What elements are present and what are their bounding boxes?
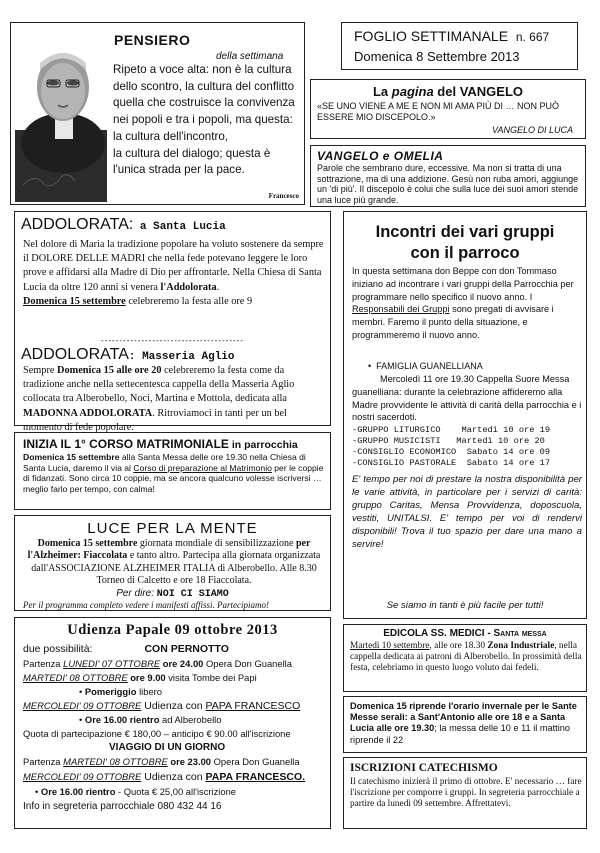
- udienza-line: [23, 658, 292, 669]
- pensiero-text: [113, 62, 301, 179]
- udienza-line: Quota di partecipazione € 180,00 – anticipo € 90.00 all'iscrizione: [23, 728, 291, 739]
- luce-per-la-mente-box: [14, 515, 331, 611]
- addolorata-heading-2-text: ADDOLORATA: [21, 346, 129, 363]
- udienza-text: CON PERNOTTO: [144, 643, 229, 655]
- udienza-text: MERCOLEDI' 09 OTTOBRE: [23, 700, 142, 711]
- pensiero-line: quella che costruisce la convivenza: [113, 96, 295, 110]
- edicola-text-2: , nella cappella dedicata ai patroni di Alberobello. In prossimità della festa, celebriamo in questo luogo voluto dai fedeli.: [350, 641, 582, 674]
- udienza-line: [79, 686, 162, 697]
- edicola-title-text: EDICOLA SS. MEDICI: [383, 628, 485, 639]
- addolorata-p2-bold: Domenica 15 alle ore 20: [57, 365, 162, 376]
- corso-title: [23, 437, 298, 451]
- addolorata-heading-2: [21, 346, 235, 364]
- udienza-text: visita Tombe dei Papi: [165, 672, 257, 683]
- udienza-text: Ore 16.00 rientro: [38, 786, 116, 797]
- vangelo-title-em: pagina: [391, 84, 434, 99]
- incontri-title-line-2: con il parroco: [410, 244, 520, 262]
- group-row: -GRUPPO MUSICISTI Martedì 10 ore 20: [352, 436, 545, 446]
- edicola-bold: Zona Industriale: [487, 641, 555, 651]
- udienza-text: ore 24.00: [160, 658, 204, 669]
- foglio-date: Domenica 8 Settembre 2013: [354, 49, 520, 64]
- udienza-text: Opera Don Guanella: [211, 756, 300, 767]
- edicola-title: [344, 628, 586, 639]
- pensiero-subtitle: della settimana: [216, 51, 284, 62]
- pensiero-line: la cultura del dialogo; questa è: [113, 146, 271, 160]
- udienza-bullet: •: [79, 714, 83, 725]
- udienza-line: [35, 786, 236, 797]
- portrait-photo: [13, 25, 109, 202]
- addolorata-heading-1-place: a Santa Lucia: [133, 221, 226, 233]
- incontri-intro-1: In questa settimana don Beppe con don Tommaso iniziano ad incontrare i vari gruppi della Parrocchia per programmare nello specifico il nuovo anno. I: [352, 266, 574, 302]
- addolorata-p2-pre: Sempre: [23, 365, 58, 376]
- addolorata-box: [14, 211, 331, 433]
- group-row: -GRUPPO LITURGICO Martedì 10 ore 19: [352, 425, 551, 435]
- corso-text-1: alla Santa Messa delle ore 19.30 nella Chiesa di Santa Lucia, daremo il via al: [23, 452, 306, 473]
- luce-text-2: e tanto altro. Partecipa alla giornata organizzata dall'ASSOCIAZIONE ALZHEIMER ITALIA di Alberobello. Alle 8.30 Torneo di Calcetto e ore 18 Fiaccolata.: [31, 550, 321, 587]
- orario-invernale-box: [343, 696, 587, 753]
- pensiero-author: Francesco: [268, 192, 299, 200]
- udienza-text: Udienza con: [141, 771, 206, 783]
- udienza-text: MARTEDI' 08 OTTOBRE: [23, 672, 128, 683]
- udienza-text: ore 23.00: [167, 756, 211, 767]
- omelia-title: VANGELO e OMELIA: [317, 149, 444, 163]
- omelia-box: [310, 145, 586, 207]
- addolorata-p1-bold: l'Addolorata: [160, 281, 217, 293]
- addolorata-heading-2-place: : Masseria Aglio: [128, 351, 235, 363]
- udienza-text: Opera Don Guanella: [203, 658, 292, 669]
- udienza-text: LUNEDI' 07 OTTOBRE: [63, 658, 161, 669]
- luce-bold: per l'Alzheimer: Fiaccolata: [27, 538, 311, 562]
- udienza-title: Udienza Papale 09 ottobre 2013: [67, 622, 278, 638]
- udienza-text: Partenza: [23, 658, 64, 669]
- udienza-bullet: •: [35, 786, 39, 797]
- incontri-groups: [352, 425, 587, 469]
- corso-text-2: per le coppie di fidanzati. Sono circa 10 coppie, ma se ancora qualcuno volesse iscriversi … meglio farlo per tempo, con calma!: [23, 462, 324, 495]
- udienza-text: Pomeriggio: [82, 686, 137, 697]
- incontri-title: [344, 222, 586, 264]
- udienza-text: ad Alberobello: [159, 714, 222, 725]
- addolorata-p1-date-rest: celebreremo la festa alle ore 9: [125, 295, 253, 307]
- udienza-text: - Quota € 25,00 all'iscrizione: [115, 786, 237, 797]
- udienza-text: due possibilità:: [23, 643, 93, 655]
- luce-note: Per il programma completo vedere i manifesti affissi. Partecipiamo!: [23, 600, 270, 610]
- udienza-bullet: •: [79, 686, 83, 697]
- addolorata-p2-mid: celebreremo la festa come da tradizione anche nella settecentesca cappella della Masseria Aglio collocata tra Alberobello, Noci, Martina e Mottola, dedicata alla: [23, 365, 295, 405]
- luce-text-1: giornata mondiale di sensibilizzazione: [137, 538, 296, 549]
- udienza-line: Info in segreteria parrocchiale 080 432 44 16: [23, 801, 222, 812]
- pensiero-line: Ripeto a voce alta: non è la cultura: [113, 63, 292, 76]
- group-row: -CONSIGLIO PASTORALE Sabato 14 ore 17: [352, 458, 551, 468]
- udienza-line: [23, 756, 300, 767]
- pensiero-line: l'unica strada per la pace.: [113, 163, 245, 177]
- pensiero-title: PENSIERO: [114, 32, 191, 48]
- addolorata-p1-date: Domenica 15 settembre: [23, 295, 126, 307]
- corso-title-text: INIZIA IL 1° CORSO MATRIMONIALE: [23, 437, 229, 451]
- pensiero-line: nei popoli e tra i popoli, ma questa:: [113, 113, 293, 127]
- incontri-title-line-1: Incontri dei vari gruppi: [375, 223, 555, 241]
- addolorata-paragraph-1: [23, 238, 327, 309]
- udienza-line: [23, 643, 229, 655]
- corso-text: [23, 452, 327, 495]
- edicola-title-sub: - Santa messa: [484, 628, 547, 639]
- luce-per-dire-value: NOI CI SIAMO: [156, 589, 229, 600]
- udienza-line: VIAGGIO DI UN GIORNO: [109, 742, 226, 753]
- orario-end: ; la messa delle 10 e 11 il mattino riprende il 22: [350, 723, 570, 745]
- vangelo-box: [310, 79, 586, 139]
- omelia-text: Parole che sembrano dure, eccessive. Ma non si tratta di una sottrazione, ma di una addizione. Gesù non ruba amori, aggiunge un 'di più'. Il discepolo è colui che sulla luce dei suoi amori stende una luce più grande.: [317, 163, 579, 205]
- corso-matrimoniale-box: [14, 432, 331, 510]
- udienza-text: Udienza con: [141, 700, 206, 712]
- addolorata-p1-text: Nel dolore di Maria la tradizione popolare ha voluto sostenere da sempre il DOLORE DELLE MADRI che nella fede potevano leggere le loro prove e affidarsi alla Madre di Dio per affrontarle. Nella Chiesa di Santa Lucia da oltre 120 anni si venera: [23, 239, 324, 293]
- incontri-final: Se siamo in tanti è più facile per tutti!: [386, 600, 544, 611]
- foglio-header: [341, 22, 578, 70]
- udienza-text: ore 9.00: [127, 672, 166, 683]
- luce-per-dire-label: Per dire:: [116, 588, 157, 599]
- udienza-line: [23, 771, 305, 783]
- corso-title-small: in parrocchia: [228, 439, 298, 451]
- addolorata-heading-1-text: ADDOLORATA:: [21, 216, 134, 233]
- luce-date: Domenica 15 settembre: [37, 538, 138, 549]
- incontri-bullet-text: FAMIGLIA GUANELLIANA: [376, 361, 483, 371]
- foglio-title: FOGLIO SETTIMANALE: [354, 28, 509, 44]
- luce-per-dire: [15, 588, 330, 600]
- edicola-text: [350, 641, 584, 675]
- edicola-box: [343, 624, 587, 692]
- foglio-number: n. 667: [515, 30, 550, 44]
- pensiero-box: [10, 22, 305, 205]
- iscrizioni-box: [343, 757, 587, 829]
- iscrizioni-text: Il catechismo inizierà il primo di ottobre. E' necessario … fare l'iscrizione per comporre i gruppi. In segreteria parrocchiale a partire da lunedì 09 settembre. Affrettatevi.: [350, 777, 582, 810]
- udienza-text: libero: [136, 686, 163, 697]
- edicola-text-1: , alle ore 18.30: [429, 641, 488, 651]
- addolorata-paragraph-2: [23, 364, 327, 435]
- addolorata-p2-end: . Ritroviamoci in tanti per un bel momento di fede popolare.: [23, 407, 287, 433]
- edicola-date: Martedì 10 settembre: [350, 641, 430, 651]
- incontri-intro: [352, 265, 582, 342]
- incontri-box: [343, 211, 587, 619]
- udienza-text: Partenza: [23, 756, 64, 767]
- addolorata-p2-bold2: MADONNA ADDOLORATA: [23, 407, 153, 419]
- udienza-line: [23, 700, 300, 712]
- iscrizioni-title: ISCRIZIONI CATECHISMO: [350, 762, 498, 774]
- foglio-title-line: [354, 28, 549, 44]
- udienza-text: MARTEDI' 08 OTTOBRE: [63, 756, 168, 767]
- vangelo-quote: «SE UNO VIENE A ME E NON MI AMA PIÙ DI … NON PUÒ ESSERE MIO DISCEPOLO.»: [317, 101, 560, 122]
- udienza-papale-box: [14, 617, 331, 829]
- addolorata-heading-1: [21, 216, 226, 234]
- vangelo-reference: VANGELO DI LUCA: [491, 125, 573, 135]
- addolorata-p1-end: .: [216, 281, 220, 293]
- udienza-text: MERCOLEDI' 09 OTTOBRE: [23, 771, 142, 782]
- vangelo-title-pre: La: [372, 84, 392, 99]
- incontri-bullet: • FAMIGLIA GUANELLIANA: [368, 361, 483, 371]
- incontri-intro-link: Responsabili dei Gruppi: [352, 304, 450, 315]
- luce-text: [21, 538, 327, 588]
- orario-text: [350, 701, 584, 746]
- luce-title: LUCE PER LA MENTE: [87, 520, 258, 537]
- pensiero-line: dello scontro, la cultura del conflitto: [113, 79, 295, 93]
- udienza-text: PAPA FRANCESCO: [205, 700, 301, 712]
- udienza-line: [79, 714, 221, 725]
- udienza-line: [23, 672, 257, 683]
- corso-link: Corso di preparazione al Matrimonio: [133, 462, 272, 473]
- group-row: -CONSIGLIO ECONOMICO Sabato 14 ore 09: [352, 447, 551, 457]
- udienza-text: Ore 16.00 rientro: [82, 714, 160, 725]
- pensiero-line: la cultura dell'incontro,: [113, 129, 228, 143]
- incontri-note: E' tempo per noi di prestare la nostra disponibilità per le varie attività, in particolare per i servizi di carità: gruppo Caritas, Mensa Provvidenza, doposcuola, vestiti, UNITALSI. E' tempo per voi di rendervi disponibili! Trova il tuo spazio per dare una mano a servire!: [352, 474, 582, 550]
- udienza-text: PAPA FRANCESCO.: [205, 771, 306, 783]
- vangelo-title: [311, 84, 585, 99]
- incontri-mercoledi: Mercoledì 11 ore 19.30 Cappella Suore Messa guanelliana: durante la celebrazione affideremo alla Madre provvidente le attività di carità della parrocchia e i nostri sacerdoti.: [352, 374, 582, 423]
- orario-bold: Domenica 15 riprende l'orario invernale per le Sante Messe serali: a Sant'Antonio alle ore 18 e a Santa Lucia alle ore 19.30: [350, 701, 577, 734]
- incontri-intro-2: sono pregati di avvisare i membri. Faremo il punto della situazione, e programmeremo il nuovo anno.: [352, 304, 554, 340]
- vangelo-title-post: del VANGELO: [433, 84, 524, 99]
- addolorata-separator: ---------------------------------------: [101, 336, 244, 345]
- corso-date: Domenica 15 settembre: [23, 452, 120, 462]
